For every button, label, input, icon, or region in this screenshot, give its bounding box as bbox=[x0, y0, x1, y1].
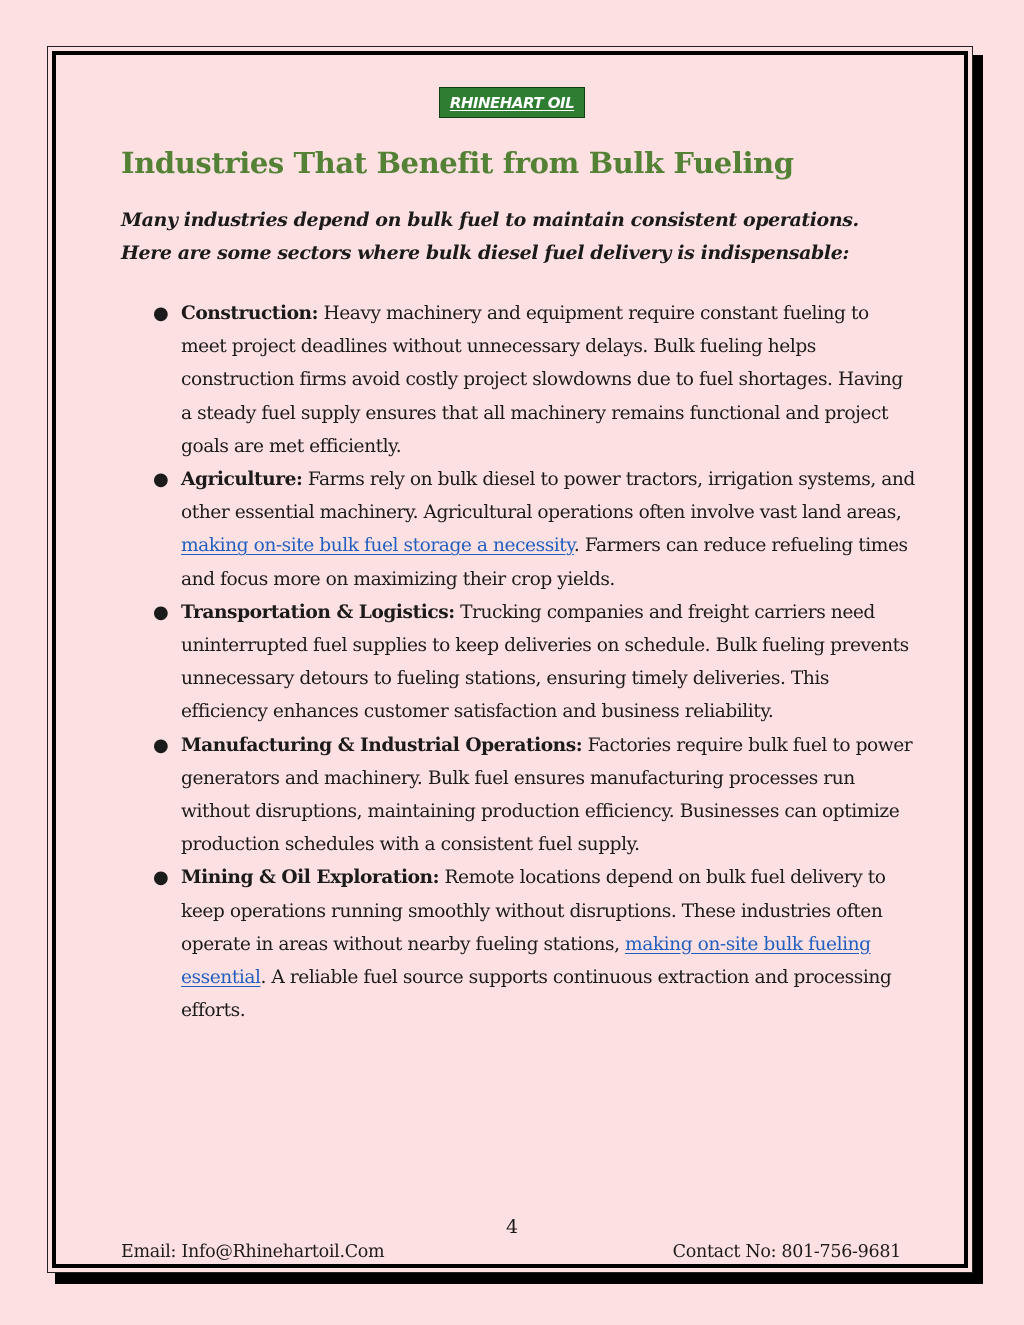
rhinehart-oil-logo bbox=[439, 87, 585, 118]
item-text: Farms rely on bulk diesel to power tractors, irrigation systems, and other essential machinery. Agricultural operations often involve vast land areas, bbox=[181, 469, 915, 524]
list-item-transportation bbox=[153, 596, 916, 729]
bulk-fuel-storage-link[interactable]: making on-site bulk fuel storage a necessity bbox=[181, 535, 574, 557]
page-number: 4 bbox=[505, 1216, 519, 1238]
item-label: Agriculture: bbox=[181, 469, 303, 491]
list-item-construction bbox=[153, 297, 916, 463]
bullet-icon: ● bbox=[153, 867, 169, 889]
item-text: Factories require bulk fuel to power generators and machinery. Bulk fuel ensures manufacturing processes run without disruptions, maintaining production efficiency. Businesses can optimize production schedules with a consistent fuel supply. bbox=[181, 734, 913, 856]
list-item-mining bbox=[153, 861, 916, 1027]
bulk-fueling-essential-link[interactable]: making on-site bulk fueling essential bbox=[181, 933, 871, 989]
logo-text: RHINEHART OIL bbox=[449, 93, 575, 112]
footer-contact: Contact No: 801-756-9681 bbox=[672, 1242, 901, 1262]
footer-email: Email: Info@Rhinehartoil.Com bbox=[121, 1242, 385, 1262]
bullet-icon: ● bbox=[153, 734, 169, 756]
bullet-icon: ● bbox=[153, 303, 169, 324]
bullet-icon: ● bbox=[153, 601, 169, 623]
industries-list bbox=[153, 297, 916, 1027]
page-title: Industries That Benefit from Bulk Fueling bbox=[121, 146, 794, 180]
bullet-icon: ● bbox=[153, 469, 169, 491]
item-label: Transportation & Logistics: bbox=[181, 601, 455, 623]
item-text: . Farmers can reduce refueling times and focus more on maximizing their crop yields. bbox=[181, 535, 908, 590]
item-text: . A reliable fuel source supports continuous extraction and processing efforts. bbox=[181, 967, 892, 1022]
item-text: Remote locations depend on bulk fuel delivery to keep operations running smoothly without disruptions. These industries often operate in areas without nearby fueling stations, bbox=[181, 867, 886, 955]
item-label: Mining & Oil Exploration: bbox=[181, 867, 440, 889]
item-text: Heavy machinery and equipment require constant fueling to meet project deadlines without unnecessary delays. Bulk fueling helps construction firms avoid costly project slowdowns due to fuel shortages. Having a steady fuel supply ensures that all machinery remains functional and project goals are met efficiently. bbox=[181, 303, 903, 457]
intro-paragraph: Many industries depend on bulk fuel to maintain consistent operations. Here are some sectors where bulk diesel fuel delivery is indispensable: bbox=[121, 209, 859, 264]
item-text: Trucking companies and freight carriers need uninterrupted fuel supplies to keep deliveries on schedule. Bulk fueling prevents unnecessary detours to fueling stations, ensuring timely deliveries. This efficiency enhances customer satisfaction and business reliability. bbox=[181, 601, 909, 723]
list-item-manufacturing bbox=[153, 729, 916, 862]
list-item-agriculture bbox=[153, 463, 916, 596]
item-label: Construction: bbox=[181, 303, 318, 324]
item-label: Manufacturing & Industrial Operations: bbox=[181, 734, 583, 756]
